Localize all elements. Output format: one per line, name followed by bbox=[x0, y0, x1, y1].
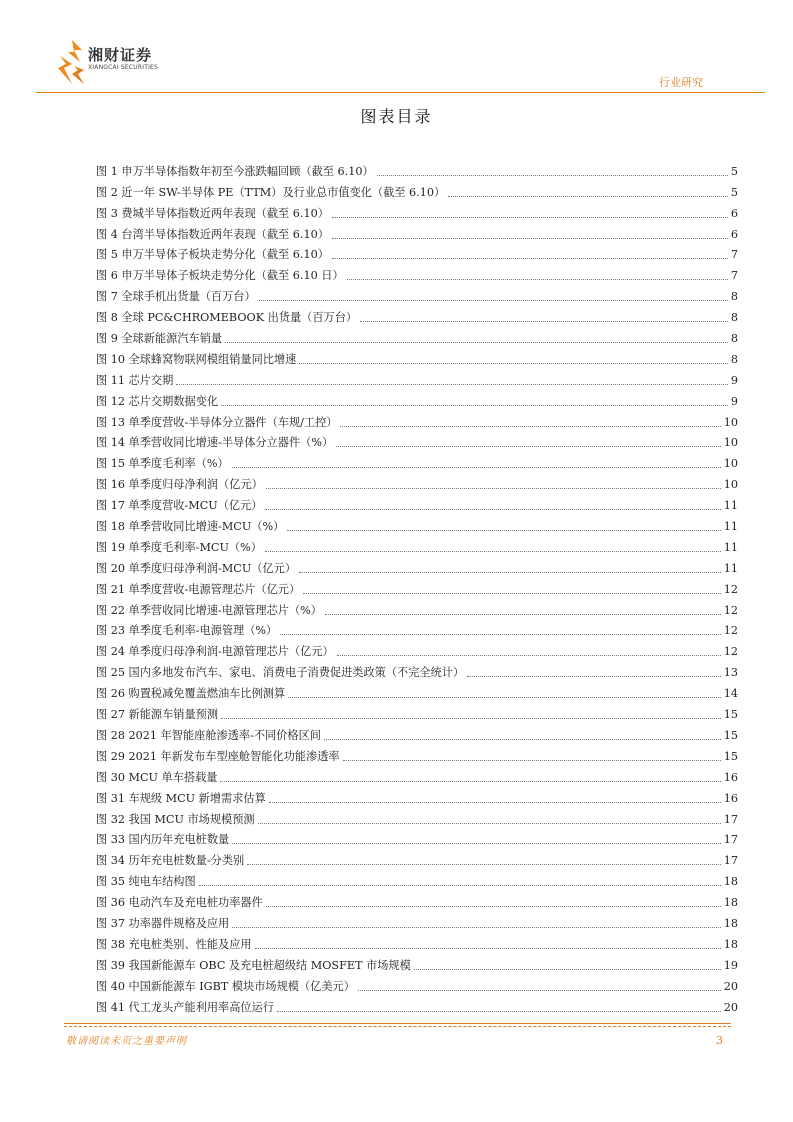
toc-entry-label: 图 38 充电桩类别、性能及应用 bbox=[96, 937, 252, 951]
toc-entry[interactable] bbox=[96, 910, 738, 931]
toc-entry[interactable] bbox=[96, 200, 738, 221]
toc-entry-label: 图 31 车规级 MCU 新增需求估算 bbox=[96, 791, 266, 805]
toc-entry[interactable] bbox=[96, 931, 738, 952]
toc-entry-label: 图 3 费城半导体指数近两年表现（截至 6.10） bbox=[96, 206, 329, 220]
toc-entry-label: 图 7 全球手机出货量（百万台） bbox=[96, 290, 256, 304]
toc-leader-dots bbox=[247, 864, 721, 865]
toc-leader-dots bbox=[325, 614, 721, 615]
toc-leader-dots bbox=[414, 969, 721, 970]
toc-leader-dots bbox=[232, 467, 721, 468]
section-tag: 行业研究 bbox=[659, 76, 703, 89]
page-header bbox=[0, 0, 793, 100]
toc-entry[interactable] bbox=[96, 994, 738, 1015]
toc-entry[interactable] bbox=[96, 534, 738, 555]
toc-entry-label: 图 16 单季度归母净利润（亿元） bbox=[96, 478, 263, 492]
toc-entry-page: 10 bbox=[723, 415, 738, 429]
footer-divider bbox=[64, 1023, 731, 1024]
toc-leader-dots bbox=[176, 384, 728, 385]
toc-entry-label: 图 22 单季营收同比增速-电源管理芯片（%） bbox=[96, 603, 322, 617]
toc-entry[interactable] bbox=[96, 513, 738, 534]
toc-entry-page: 15 bbox=[723, 728, 738, 742]
toc-entry-page: 17 bbox=[723, 854, 738, 868]
toc-entry-page: 13 bbox=[723, 666, 738, 680]
toc-entry[interactable] bbox=[96, 868, 738, 889]
toc-entry[interactable] bbox=[96, 785, 738, 806]
toc-entry[interactable] bbox=[96, 242, 738, 263]
logo-english-name: XIANGCAI SECURITIES bbox=[88, 64, 159, 71]
toc-leader-dots bbox=[299, 572, 721, 573]
toc-entry-page: 15 bbox=[723, 749, 738, 763]
toc-entry-page: 11 bbox=[723, 561, 738, 575]
toc-entry-label: 图 40 中国新能源车 IGBT 模块市场规模（亿美元） bbox=[96, 979, 355, 993]
toc-entry[interactable] bbox=[96, 367, 738, 388]
toc-entry-label: 图 1 申万半导体指数年初至今涨跌幅回顾（截至 6.10） bbox=[96, 164, 374, 178]
toc-entry[interactable] bbox=[96, 889, 738, 910]
toc-entry[interactable] bbox=[96, 576, 738, 597]
toc-entry-page: 8 bbox=[730, 352, 738, 366]
toc-entry-label: 图 2 近一年 SW-半导体 PE（TTM）及行业总市值变化（截至 6.10） bbox=[96, 185, 446, 199]
toc-leader-dots bbox=[258, 823, 721, 824]
toc-entry-label: 图 25 国内多地发布汽车、家电、消费电子消费促进类政策（不完全统计） bbox=[96, 666, 465, 680]
toc-entry-page: 12 bbox=[723, 624, 738, 638]
toc-leader-dots bbox=[232, 927, 721, 928]
footer-divider-dashed bbox=[64, 1026, 731, 1027]
toc-entry-page: 12 bbox=[723, 645, 738, 659]
toc-entry-page: 17 bbox=[723, 833, 738, 847]
toc-leader-dots bbox=[265, 551, 721, 552]
toc-entry-label: 图 15 单季度毛利率（%） bbox=[96, 457, 229, 471]
toc-leader-dots bbox=[287, 530, 720, 531]
toc-entry-page: 18 bbox=[723, 916, 738, 930]
toc-entry[interactable] bbox=[96, 179, 738, 200]
toc-leader-dots bbox=[299, 363, 728, 364]
toc-entry[interactable] bbox=[96, 492, 738, 513]
toc-entry[interactable] bbox=[96, 388, 738, 409]
toc-entry-page: 5 bbox=[730, 185, 738, 199]
toc-entry-page: 18 bbox=[723, 896, 738, 910]
toc-entry-page: 7 bbox=[730, 248, 738, 262]
toc-leader-dots bbox=[259, 300, 728, 301]
toc-leader-dots bbox=[266, 906, 721, 907]
toc-leader-dots bbox=[340, 426, 720, 427]
toc-entry-page: 6 bbox=[730, 227, 738, 241]
toc-entry[interactable] bbox=[96, 952, 738, 973]
toc-entry-page: 14 bbox=[723, 687, 738, 701]
company-logo bbox=[58, 40, 168, 90]
toc-entry[interactable] bbox=[96, 722, 738, 743]
toc-entry-label: 图 29 2021 年新发布车型座舱智能化功能渗透率 bbox=[96, 749, 340, 763]
toc-entry[interactable] bbox=[96, 450, 738, 471]
toc-leader-dots bbox=[360, 321, 728, 322]
toc-leader-dots bbox=[266, 488, 721, 489]
toc-entry-page: 7 bbox=[730, 269, 738, 283]
toc-leader-dots bbox=[467, 676, 721, 677]
toc-entry[interactable] bbox=[96, 409, 738, 430]
toc-entry-label: 图 4 台湾半导体指数近两年表现（截至 6.10） bbox=[96, 227, 329, 241]
toc-leader-dots bbox=[377, 175, 728, 176]
toc-entry-label: 图 28 2021 年智能座舱渗透率-不同价格区间 bbox=[96, 728, 321, 742]
toc-leader-dots bbox=[221, 718, 721, 719]
toc-entry-page: 11 bbox=[723, 520, 738, 534]
toc-entry-label: 图 11 芯片交期 bbox=[96, 373, 174, 387]
page-number: 3 bbox=[716, 1034, 723, 1047]
toc-leader-dots bbox=[288, 697, 721, 698]
toc-entry-page: 17 bbox=[723, 812, 738, 826]
toc-entry-label: 图 26 购置税减免覆盖燃油车比例测算 bbox=[96, 687, 286, 701]
toc-entry[interactable] bbox=[96, 659, 738, 680]
toc-entry[interactable] bbox=[96, 555, 738, 576]
toc-entry-page: 11 bbox=[723, 540, 738, 554]
toc-entry[interactable] bbox=[96, 262, 738, 283]
toc-leader-dots bbox=[277, 1011, 721, 1012]
toc-entry-label: 图 12 芯片交期数据变化 bbox=[96, 394, 219, 408]
toc-entry-page: 10 bbox=[723, 478, 738, 492]
toc-entry-page: 9 bbox=[730, 373, 738, 387]
toc-entry-label: 图 13 单季度营收-半导体分立器件（车规/工控） bbox=[96, 415, 338, 429]
toc-leader-dots bbox=[280, 634, 721, 635]
toc-leader-dots bbox=[255, 948, 721, 949]
toc-leader-dots bbox=[332, 258, 728, 259]
toc-entry-page: 20 bbox=[723, 1000, 738, 1014]
toc-entry[interactable] bbox=[96, 827, 738, 848]
toc-leader-dots bbox=[337, 655, 721, 656]
toc-leader-dots bbox=[332, 217, 728, 218]
toc-entry[interactable] bbox=[96, 304, 738, 325]
toc-entry-label: 图 9 全球新能源汽车销量 bbox=[96, 332, 223, 346]
toc-entry-page: 19 bbox=[723, 958, 738, 972]
toc-entry-page: 11 bbox=[723, 499, 738, 513]
toc-leader-dots bbox=[269, 802, 721, 803]
toc-entry-page: 9 bbox=[730, 394, 738, 408]
toc-leader-dots bbox=[324, 739, 721, 740]
toc-entry[interactable] bbox=[96, 346, 738, 367]
toc-entry-label: 图 6 申万半导体子板块走势分化（截至 6.10 日） bbox=[96, 269, 344, 283]
toc-entry[interactable] bbox=[96, 743, 738, 764]
logo-chinese-name: 湘财证券 bbox=[88, 46, 153, 64]
toc-entry-page: 18 bbox=[723, 937, 738, 951]
toc-entry-label: 图 33 国内历年充电桩数量 bbox=[96, 833, 230, 847]
toc-entry-label: 图 18 单季营收同比增速-MCU（%） bbox=[96, 520, 285, 534]
toc-entry-page: 12 bbox=[723, 582, 738, 596]
toc-leader-dots bbox=[358, 990, 721, 991]
page-title: 图表目录 bbox=[360, 107, 433, 126]
toc-leader-dots bbox=[199, 885, 721, 886]
toc-entry[interactable] bbox=[96, 430, 738, 451]
toc-leader-dots bbox=[332, 238, 728, 239]
toc-entry-label: 图 27 新能源车销量预测 bbox=[96, 708, 219, 722]
footer-disclaimer: 敬请阅读末页之重要声明 bbox=[66, 1036, 187, 1047]
toc-entry[interactable] bbox=[96, 325, 738, 346]
toc-entry-label: 图 19 单季度毛利率-MCU（%） bbox=[96, 540, 262, 554]
toc-entry-label: 图 32 我国 MCU 市场规模预测 bbox=[96, 812, 255, 826]
toc-entry-label: 图 24 单季度归母净利润-电源管理芯片（亿元） bbox=[96, 645, 334, 659]
toc-entry[interactable] bbox=[96, 701, 738, 722]
toc-leader-dots bbox=[336, 446, 721, 447]
figure-index-list bbox=[96, 158, 738, 1015]
toc-entry-label: 图 34 历年充电桩数量-分类别 bbox=[96, 854, 245, 868]
toc-entry[interactable] bbox=[96, 283, 738, 304]
toc-entry-page: 16 bbox=[723, 791, 738, 805]
toc-leader-dots bbox=[232, 843, 721, 844]
toc-entry-page: 18 bbox=[723, 875, 738, 889]
toc-entry-page: 20 bbox=[723, 979, 738, 993]
toc-entry[interactable] bbox=[96, 158, 738, 179]
toc-entry-page: 8 bbox=[730, 332, 738, 346]
toc-entry-page: 15 bbox=[723, 708, 738, 722]
toc-leader-dots bbox=[347, 279, 728, 280]
toc-leader-dots bbox=[448, 196, 728, 197]
toc-leader-dots bbox=[265, 509, 720, 510]
toc-entry[interactable] bbox=[96, 764, 738, 785]
toc-leader-dots bbox=[220, 781, 720, 782]
toc-leader-dots bbox=[221, 405, 728, 406]
toc-entry-page: 10 bbox=[723, 457, 738, 471]
toc-entry[interactable] bbox=[96, 806, 738, 827]
toc-entry-label: 图 14 单季营收同比增速-半导体分立器件（%） bbox=[96, 436, 334, 450]
toc-entry-label: 图 10 全球蜂窝物联网模组销量同比增速 bbox=[96, 352, 297, 366]
toc-leader-dots bbox=[343, 760, 721, 761]
toc-entry-page: 6 bbox=[730, 206, 738, 220]
toc-entry-label: 图 30 MCU 单车搭载量 bbox=[96, 770, 218, 784]
toc-entry-label: 图 8 全球 PC&CHROMEBOOK 出货量（百万台） bbox=[96, 311, 358, 325]
toc-entry-page: 12 bbox=[723, 603, 738, 617]
toc-entry-label: 图 5 申万半导体子板块走势分化（截至 6.10） bbox=[96, 248, 329, 262]
toc-entry[interactable] bbox=[96, 847, 738, 868]
toc-entry[interactable] bbox=[96, 680, 738, 701]
toc-entry[interactable] bbox=[96, 471, 738, 492]
toc-entry-page: 10 bbox=[723, 436, 738, 450]
toc-entry-page: 8 bbox=[730, 311, 738, 325]
toc-entry-page: 5 bbox=[730, 164, 738, 178]
xiangcai-logo-icon bbox=[58, 40, 86, 86]
toc-entry-label: 图 23 单季度毛利率-电源管理（%） bbox=[96, 624, 278, 638]
toc-entry-label: 图 35 纯电车结构图 bbox=[96, 875, 196, 889]
toc-entry-label: 图 17 单季度营收-MCU（亿元） bbox=[96, 499, 263, 513]
toc-entry[interactable] bbox=[96, 618, 738, 639]
toc-entry[interactable] bbox=[96, 638, 738, 659]
header-divider bbox=[36, 92, 765, 93]
toc-entry-label: 图 41 代工龙头产能利用率高位运行 bbox=[96, 1000, 274, 1014]
toc-leader-dots bbox=[225, 342, 728, 343]
toc-entry-label: 图 37 功率器件规格及应用 bbox=[96, 916, 230, 930]
toc-entry-page: 8 bbox=[730, 290, 738, 304]
toc-entry-label: 图 20 单季度归母净利润-MCU（亿元） bbox=[96, 561, 297, 575]
toc-entry-label: 图 39 我国新能源车 OBC 及充电桩超级结 MOSFET 市场规模 bbox=[96, 958, 411, 972]
toc-entry-label: 图 21 单季度营收-电源管理芯片（亿元） bbox=[96, 582, 301, 596]
toc-entry[interactable] bbox=[96, 973, 738, 994]
toc-entry[interactable] bbox=[96, 597, 738, 618]
toc-entry[interactable] bbox=[96, 221, 738, 242]
toc-entry-label: 图 36 电动汽车及充电桩功率器件 bbox=[96, 896, 263, 910]
toc-leader-dots bbox=[303, 593, 721, 594]
toc-entry-page: 16 bbox=[723, 770, 738, 784]
